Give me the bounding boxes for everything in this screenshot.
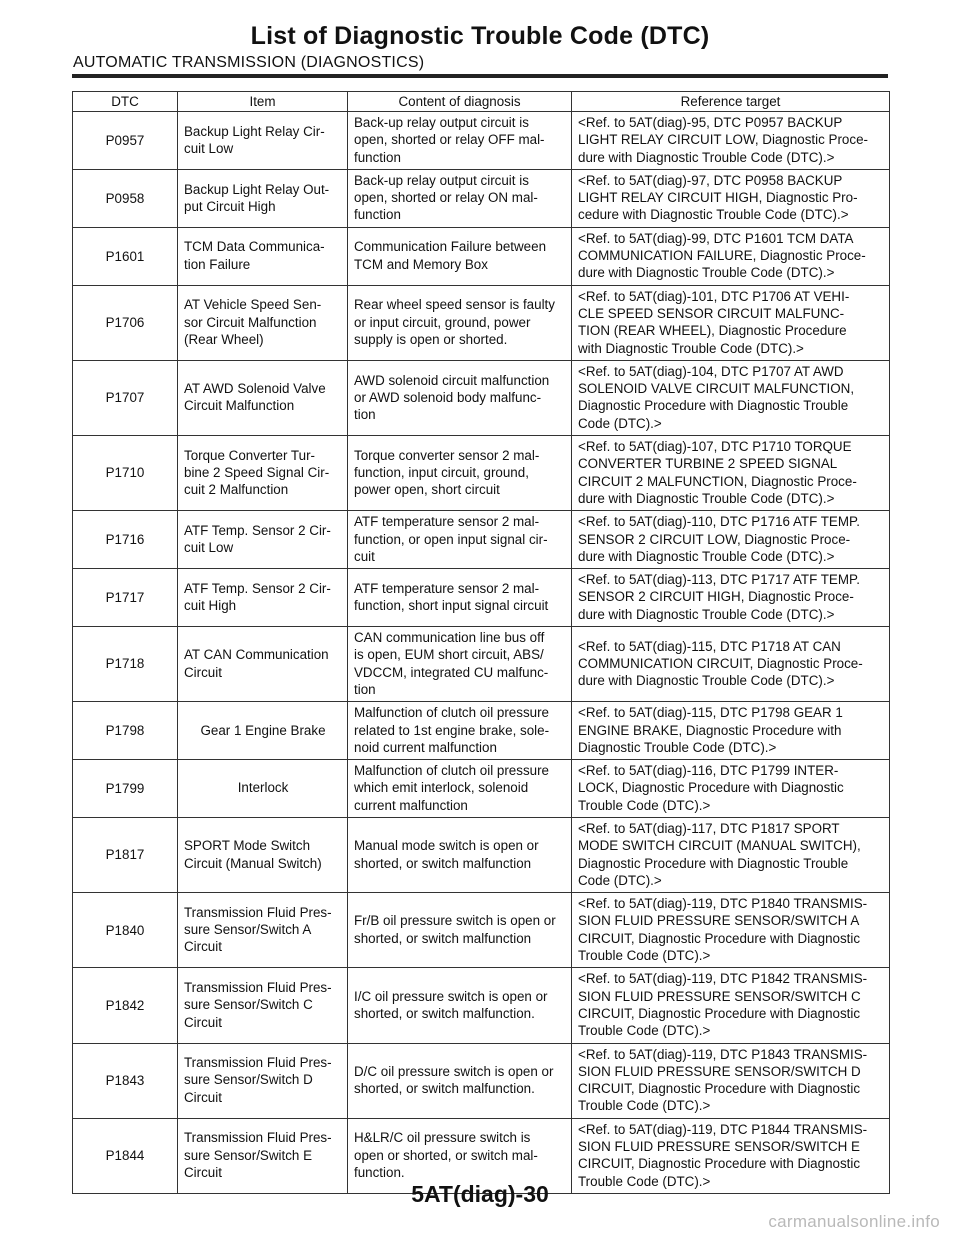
item-cell: AT Vehicle Speed Sen- sor Circuit Malfunction (Rear Wheel) [178, 285, 348, 360]
watermark: carmanualsonline.info [768, 1212, 940, 1231]
dtc-code-cell: P1716 [73, 511, 178, 569]
table-row [73, 760, 890, 818]
dtc-code-cell: P1707 [73, 360, 178, 435]
diagnosis-content-cell: Malfunction of clutch oil pressure related to 1st engine brake, sole- noid current malfunction [348, 702, 572, 760]
item-cell: SPORT Mode Switch Circuit (Manual Switch) [178, 817, 348, 892]
item-cell: Torque Converter Tur- bine 2 Speed Signal Cir- cuit 2 Malfunction [178, 436, 348, 511]
table-row [73, 112, 890, 170]
table-header-row [73, 92, 890, 112]
table-row [73, 285, 890, 360]
table-body [73, 112, 890, 1194]
dtc-code-cell: P0958 [73, 169, 178, 227]
table-row [73, 627, 890, 702]
dtc-code-cell: P1717 [73, 569, 178, 627]
column-header-content: Content of diagnosis [348, 92, 572, 112]
diagnosis-content-cell: ATF temperature sensor 2 mal- function, short input signal circuit [348, 569, 572, 627]
page-title: List of Diagnostic Trouble Code (DTC) [250, 22, 710, 50]
dtc-table [72, 91, 890, 1194]
reference-target-cell: <Ref. to 5AT(diag)-97, DTC P0958 BACKUP LIGHT RELAY CIRCUIT HIGH, Diagnostic Pro- cedure with Diagnostic Trouble Code (DTC).> [572, 169, 890, 227]
dtc-code-cell: P0957 [73, 112, 178, 170]
diagnosis-content-cell: CAN communication line bus off is open, EUM short circuit, ABS/ VDCCM, integrated CU malfunc- tion [348, 627, 572, 702]
section-title: AUTOMATIC TRANSMISSION (DIAGNOSTICS) [73, 54, 425, 71]
table-row [73, 893, 890, 968]
reference-target-cell: <Ref. to 5AT(diag)-119, DTC P1843 TRANSMIS- SION FLUID PRESSURE SENSOR/SWITCH D CIRCUIT, Diagnostic Procedure with Diagnostic Trouble Code (DTC).> [572, 1043, 890, 1118]
diagnosis-content-cell: Back-up relay output circuit is open, shorted or relay ON mal- function [348, 169, 572, 227]
dtc-code-cell: P1844 [73, 1118, 178, 1193]
reference-target-cell: <Ref. to 5AT(diag)-117, DTC P1817 SPORT MODE SWITCH CIRCUIT (MANUAL SWITCH), Diagnostic Procedure with Diagnostic Trouble Code (DTC).> [572, 817, 890, 892]
dtc-code-cell: P1601 [73, 227, 178, 285]
diagnosis-content-cell: D/C oil pressure switch is open or shorted, or switch malfunction. [348, 1043, 572, 1118]
reference-target-cell: <Ref. to 5AT(diag)-119, DTC P1840 TRANSMIS- SION FLUID PRESSURE SENSOR/SWITCH A CIRCUIT, Diagnostic Procedure with Diagnostic Trouble Code (DTC).> [572, 893, 890, 968]
dtc-code-cell: P1843 [73, 1043, 178, 1118]
item-cell: TCM Data Communica- tion Failure [178, 227, 348, 285]
table-row [73, 968, 890, 1043]
diagnosis-content-cell: Rear wheel speed sensor is faulty or input circuit, ground, power supply is open or shorted. [348, 285, 572, 360]
column-header-reference: Reference target [572, 92, 890, 112]
table-row [73, 227, 890, 285]
dtc-code-cell: P1799 [73, 760, 178, 818]
reference-target-cell: <Ref. to 5AT(diag)-99, DTC P1601 TCM DATA COMMUNICATION FAILURE, Diagnostic Proce- dure with Diagnostic Trouble Code (DTC).> [572, 227, 890, 285]
item-cell: AT CAN Communication Circuit [178, 627, 348, 702]
table-row [73, 569, 890, 627]
table-row [73, 511, 890, 569]
table-row [73, 169, 890, 227]
item-cell: ATF Temp. Sensor 2 Cir- cuit Low [178, 511, 348, 569]
reference-target-cell: <Ref. to 5AT(diag)-116, DTC P1799 INTER- LOCK, Diagnostic Procedure with Diagnostic Trouble Code (DTC).> [572, 760, 890, 818]
reference-target-cell: <Ref. to 5AT(diag)-95, DTC P0957 BACKUP LIGHT RELAY CIRCUIT LOW, Diagnostic Proce- dure with Diagnostic Trouble Code (DTC).> [572, 112, 890, 170]
reference-target-cell: <Ref. to 5AT(diag)-104, DTC P1707 AT AWD SOLENOID VALVE CIRCUIT MALFUNCTION, Diagnostic Procedure with Diagnostic Trouble Code (DTC).> [572, 360, 890, 435]
dtc-code-cell: P1817 [73, 817, 178, 892]
diagnosis-content-cell: AWD solenoid circuit malfunction or AWD solenoid body malfunc- tion [348, 360, 572, 435]
table-row [73, 436, 890, 511]
dtc-code-cell: P1718 [73, 627, 178, 702]
reference-target-cell: <Ref. to 5AT(diag)-115, DTC P1718 AT CAN COMMUNICATION CIRCUIT, Diagnostic Proce- dure with Diagnostic Trouble Code (DTC).> [572, 627, 890, 702]
table-row [73, 817, 890, 892]
diagnosis-content-cell: ATF temperature sensor 2 mal- function, or open input signal cir- cuit [348, 511, 572, 569]
reference-target-cell: <Ref. to 5AT(diag)-107, DTC P1710 TORQUE CONVERTER TURBINE 2 SPEED SIGNAL CIRCUIT 2 MALFUNCTION, Diagnostic Proce- dure with Diagnostic Trouble Code (DTC).> [572, 436, 890, 511]
dtc-code-cell: P1840 [73, 893, 178, 968]
item-cell: ATF Temp. Sensor 2 Cir- cuit High [178, 569, 348, 627]
title-divider [72, 74, 888, 78]
item-cell: Transmission Fluid Pres- sure Sensor/Switch C Circuit [178, 968, 348, 1043]
page-number: 5AT(diag)-30 [411, 1181, 549, 1207]
dtc-code-cell: P1706 [73, 285, 178, 360]
dtc-code-cell: P1710 [73, 436, 178, 511]
table-row [73, 702, 890, 760]
diagnosis-content-cell: I/C oil pressure switch is open or shorted, or switch malfunction. [348, 968, 572, 1043]
item-cell: AT AWD Solenoid Valve Circuit Malfunction [178, 360, 348, 435]
diagnosis-content-cell: Back-up relay output circuit is open, shorted or relay OFF mal- function [348, 112, 572, 170]
reference-target-cell: <Ref. to 5AT(diag)-101, DTC P1706 AT VEHI- CLE SPEED SENSOR CIRCUIT MALFUNC- TION (REAR WHEEL), Diagnostic Procedure with Diagnostic Trouble Code (DTC).> [572, 285, 890, 360]
table-row [73, 360, 890, 435]
item-cell: Transmission Fluid Pres- sure Sensor/Switch D Circuit [178, 1043, 348, 1118]
diagnosis-content-cell: Manual mode switch is open or shorted, or switch malfunction [348, 817, 572, 892]
item-cell: Backup Light Relay Out- put Circuit High [178, 169, 348, 227]
reference-target-cell: <Ref. to 5AT(diag)-119, DTC P1842 TRANSMIS- SION FLUID PRESSURE SENSOR/SWITCH C CIRCUIT, Diagnostic Procedure with Diagnostic Trouble Code (DTC).> [572, 968, 890, 1043]
item-cell: Gear 1 Engine Brake [178, 702, 348, 760]
reference-target-cell: <Ref. to 5AT(diag)-119, DTC P1844 TRANSMIS- SION FLUID PRESSURE SENSOR/SWITCH E CIRCUIT, Diagnostic Procedure with Diagnostic Trouble Code (DTC).> [572, 1118, 890, 1193]
reference-target-cell: <Ref. to 5AT(diag)-110, DTC P1716 ATF TEMP. SENSOR 2 CIRCUIT LOW, Diagnostic Proce- dure with Diagnostic Trouble Code (DTC).> [572, 511, 890, 569]
reference-target-cell: <Ref. to 5AT(diag)-115, DTC P1798 GEAR 1 ENGINE BRAKE, Diagnostic Procedure with Diagnostic Trouble Code (DTC).> [572, 702, 890, 760]
item-cell: Transmission Fluid Pres- sure Sensor/Switch A Circuit [178, 893, 348, 968]
diagnosis-content-cell: Fr/B oil pressure switch is open or shorted, or switch malfunction [348, 893, 572, 968]
diagnosis-content-cell: Malfunction of clutch oil pressure which emit interlock, solenoid current malfunction [348, 760, 572, 818]
diagnosis-content-cell: H&LR/C oil pressure switch is open or shorted, or switch mal- function. [348, 1118, 572, 1193]
dtc-code-cell: P1842 [73, 968, 178, 1043]
item-cell: Transmission Fluid Pres- sure Sensor/Switch E Circuit [178, 1118, 348, 1193]
item-cell: Backup Light Relay Cir- cuit Low [178, 112, 348, 170]
reference-target-cell: <Ref. to 5AT(diag)-113, DTC P1717 ATF TEMP. SENSOR 2 CIRCUIT HIGH, Diagnostic Proce- dure with Diagnostic Trouble Code (DTC).> [572, 569, 890, 627]
item-cell: Interlock [178, 760, 348, 818]
diagnosis-content-cell: Torque converter sensor 2 mal- function, input circuit, ground, power open, short circuit [348, 436, 572, 511]
column-header-dtc: DTC [73, 92, 178, 112]
column-header-item: Item [178, 92, 348, 112]
table-row [73, 1043, 890, 1118]
dtc-code-cell: P1798 [73, 702, 178, 760]
diagnosis-content-cell: Communication Failure between TCM and Memory Box [348, 227, 572, 285]
